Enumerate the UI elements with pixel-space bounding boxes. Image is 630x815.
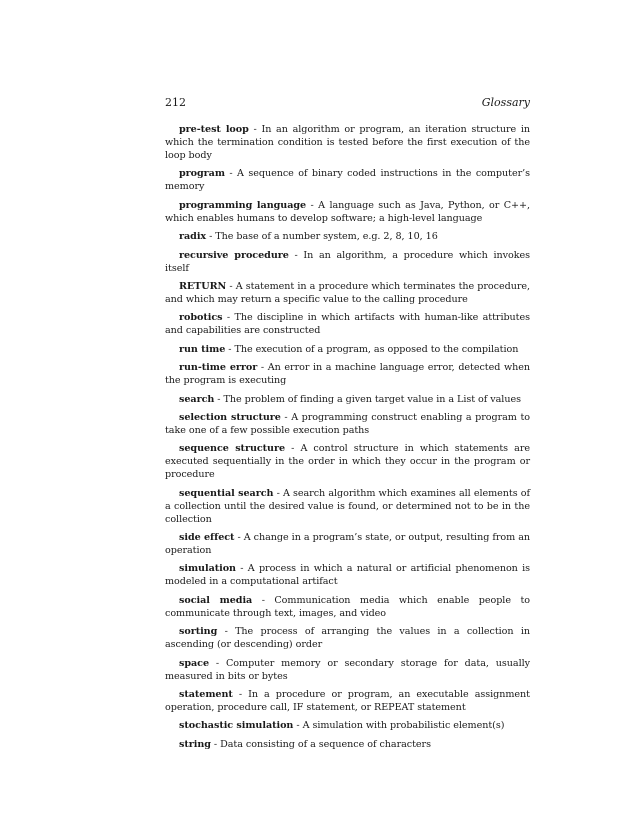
glossary-term: simulation	[179, 563, 236, 575]
glossary-term: run-time error	[179, 362, 258, 374]
glossary-definition: The base of a number system, e.g. 2, 8, 10, 16	[215, 231, 438, 243]
glossary-entry: robotics - The discipline in which artifacts with human-like attributes and capabilities are constructed	[165, 312, 530, 337]
running-header	[165, 96, 530, 109]
glossary-definition: Data consisting of a sequence of characters	[220, 738, 431, 750]
glossary-term: RETURN	[179, 280, 227, 292]
glossary-term: programming language	[179, 199, 307, 211]
glossary-term: radix	[179, 231, 207, 243]
glossary-entry: selection structure - A programming construct enabling a program to take one of a few possible execution paths	[165, 411, 530, 436]
glossary-definition: In a procedure or program, an executable assignment operation, procedure call, IF statement, or REPEAT statement	[165, 689, 530, 714]
section-title: Glossary	[481, 96, 530, 109]
glossary-term: pre-test loop	[179, 124, 249, 135]
glossary-definition: The execution of a program, as opposed to the compilation	[234, 343, 519, 355]
glossary-entry: string - Data consisting of a sequence of characters	[179, 738, 431, 750]
glossary-entry: recursive procedure - In an algorithm, a procedure which invokes itself	[165, 249, 530, 274]
glossary-entry: stochastic simulation - A simulation with probabilistic element(s)	[179, 720, 505, 732]
glossary-entry: run time - The execution of a program, as opposed to the compilation	[179, 343, 519, 355]
glossary-entries	[165, 123, 530, 751]
glossary-entry: run-time error - An error in a machine language error, detected when the program is executing	[165, 362, 531, 387]
glossary-entry: sequential search - A search algorithm which examines all elements of a collection until the desired value is found, or determined not to be in the collection	[165, 487, 530, 525]
glossary-entry: simulation - A process in which a natural or artificial phenomenon is modeled in a computational artifact	[165, 563, 530, 588]
glossary-page	[165, 96, 530, 756]
glossary-entry: space - Computer memory or secondary storage for data, usually measured in bits or bytes	[165, 657, 530, 682]
glossary-definition: Communication media which enable people to communicate through text, images, and video	[165, 594, 530, 619]
glossary-entry: social media - Communication media which enable people to communicate through text, images, and video	[165, 594, 530, 619]
glossary-term: sorting	[179, 626, 218, 638]
glossary-entry: side effect - A change in a program’s state, or output, resulting from an operation	[165, 532, 530, 557]
page-number: 212	[165, 96, 186, 109]
glossary-entry: programming language - A language such as Java, Python, or C++, which enables humans to develop software; a high-level language	[165, 199, 530, 224]
glossary-term: selection structure	[179, 411, 281, 423]
glossary-term: search	[179, 393, 215, 405]
glossary-term: stochastic simulation	[179, 720, 294, 732]
glossary-term: sequential search	[179, 487, 274, 499]
glossary-definition: The process of arranging the values in a collection in ascending (or descending) order	[165, 626, 530, 651]
glossary-term: side effect	[179, 532, 235, 544]
glossary-entry: sequence structure - A control structure in which statements are executed sequentially in the order in which they occur in the program or procedure	[165, 443, 530, 481]
glossary-definition: In an algorithm or program, an iteration structure in which the termination condition is tested before the first execution of the loop body	[165, 124, 530, 161]
glossary-definition: A search algorithm which examines all elements of a collection until the desired value is found, or determined not to be in the collection	[165, 487, 530, 525]
glossary-definition: In an algorithm, a procedure which invokes itself	[165, 249, 530, 274]
glossary-term: social media	[179, 594, 253, 606]
glossary-entry: pre-test loop - In an algorithm or program, an iteration structure in which the termination condition is tested before the first execution of the loop body	[165, 124, 530, 161]
glossary-definition: A language such as Java, Python, or C++, which enables humans to develop software; a high-level language	[165, 199, 530, 224]
glossary-definition: A sequence of binary coded instructions in the computer’s memory	[165, 168, 530, 193]
glossary-entry: program - A sequence of binary coded instructions in the computer’s memory	[165, 168, 530, 193]
glossary-definition: A control structure in which statements are executed sequentially in the order in which they occur in the program or procedure	[165, 443, 530, 481]
glossary-term: program	[179, 168, 225, 180]
glossary-term: sequence structure	[179, 443, 286, 455]
glossary-definition: The discipline in which artifacts with human-like attributes and capabilities are constructed	[165, 312, 530, 337]
glossary-term: space	[179, 657, 210, 669]
glossary-definition: A process in which a natural or artificial phenomenon is modeled in a computational artifact	[165, 563, 530, 588]
glossary-term: string	[179, 738, 211, 750]
glossary-entry: statement - In a procedure or program, an executable assignment operation, procedure call, IF statement, or REPEAT statement	[165, 689, 530, 714]
glossary-definition: A programming construct enabling a program to take one of a few possible execution paths	[165, 411, 530, 436]
glossary-definition: A change in a program’s state, or output, resulting from an operation	[165, 532, 530, 557]
glossary-definition: The problem of finding a given target value in a List of values	[223, 393, 521, 405]
glossary-definition: An error in a machine language error, detected when the program is executing	[165, 362, 531, 387]
glossary-entry: radix - The base of a number system, e.g. 2, 8, 10, 16	[179, 231, 438, 243]
glossary-definition: Computer memory or secondary storage for data, usually measured in bits or bytes	[165, 657, 530, 682]
glossary-entry: search - The problem of finding a given target value in a List of values	[179, 393, 521, 405]
glossary-term: run time	[179, 343, 226, 355]
glossary-term: recursive procedure	[179, 249, 289, 261]
glossary-term: statement	[179, 689, 233, 701]
glossary-definition: A simulation with probabilistic element(s)	[302, 720, 505, 732]
glossary-entry: sorting - The process of arranging the values in a collection in ascending (or descending) order	[165, 626, 530, 651]
glossary-definition: A statement in a procedure which terminates the procedure, and which may return a specific value to the calling procedure	[165, 280, 530, 305]
glossary-entry: RETURN - A statement in a procedure which terminates the procedure, and which may return a specific value to the calling procedure	[165, 280, 530, 305]
glossary-term: robotics	[179, 312, 223, 324]
